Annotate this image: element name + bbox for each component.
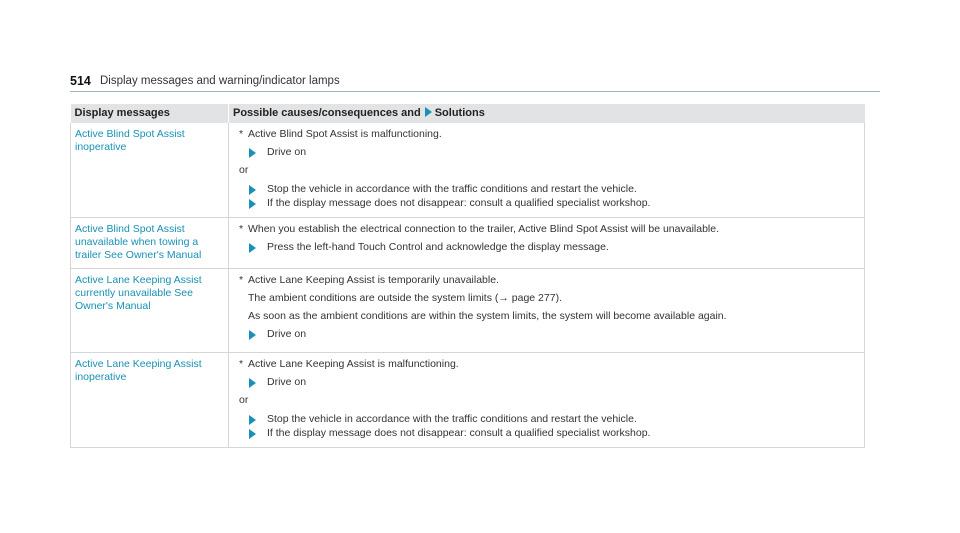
arrow-right-icon — [249, 199, 256, 209]
message-cell: Active Blind Spot Assist inoperative — [71, 123, 229, 218]
solution-cell — [229, 353, 865, 448]
asterisk-icon: * — [239, 223, 244, 235]
col-header-causes-label: Possible causes/consequences and — [233, 107, 421, 119]
arrow-right-icon — [249, 148, 256, 158]
action-step — [239, 328, 860, 341]
message-cell: Active Blind Spot Assist unavailable when towing a trailer See Owner's Manual — [71, 218, 229, 269]
cause-item — [239, 128, 860, 141]
message-cell: Active Lane Keeping Assist currently unavailable See Owner's Manual — [71, 269, 229, 353]
action-text: Drive on — [267, 328, 307, 340]
arrow-right-icon — [249, 378, 256, 388]
action-step — [239, 413, 860, 426]
action-step — [239, 183, 860, 196]
asterisk-icon: * — [239, 274, 244, 286]
running-title: Display messages and warning/indicator lamps — [100, 75, 340, 87]
action-step — [239, 427, 860, 440]
action-step — [239, 146, 860, 159]
page-number: 514 — [70, 74, 91, 88]
action-text: Stop the vehicle in accordance with the traffic conditions and restart the vehicle. — [267, 183, 637, 195]
action-step — [239, 197, 860, 210]
action-text: Drive on — [267, 376, 307, 388]
page-header — [70, 74, 880, 92]
cause-item — [239, 358, 860, 371]
arrow-right-icon — [249, 185, 256, 195]
arrow-right-icon — [249, 243, 256, 253]
cause-text: Active Lane Keeping Assist is malfunctioning. — [248, 358, 459, 370]
arrow-right-icon — [425, 107, 432, 117]
table-row — [71, 269, 865, 353]
cause-item — [239, 223, 860, 236]
solution-cell — [229, 269, 865, 353]
arrow-right-icon — [249, 429, 256, 439]
explanation-text: As soon as the ambient conditions are within the system limits, the system will become available again. — [248, 310, 727, 322]
asterisk-icon: * — [239, 128, 244, 140]
cause-text: Active Blind Spot Assist is malfunctioning. — [248, 128, 442, 140]
explanation-text: The ambient conditions are outside the system limits (→ page 277). — [248, 292, 562, 304]
action-text: If the display message does not disappear: consult a qualified specialist workshop. — [267, 427, 651, 439]
cause-text: Active Lane Keeping Assist is temporarily unavailable. — [248, 274, 499, 286]
solution-cell — [229, 218, 865, 269]
action-text: Press the left-hand Touch Control and acknowledge the display message. — [267, 241, 609, 253]
asterisk-icon: * — [239, 358, 244, 370]
action-text: If the display message does not disappear: consult a qualified specialist workshop. — [267, 197, 651, 209]
table-row — [71, 123, 865, 218]
table-row — [71, 218, 865, 269]
action-step — [239, 241, 860, 254]
col-header-causes-solutions — [229, 104, 865, 123]
table-row — [71, 353, 865, 448]
or-label: or — [239, 394, 249, 406]
arrow-right-icon — [249, 415, 256, 425]
solution-cell — [229, 123, 865, 218]
cause-text: When you establish the electrical connection to the trailer, Active Blind Spot Assist will be unavailable. — [248, 223, 720, 235]
col-header-display-messages: Display messages — [71, 104, 229, 123]
action-text: Drive on — [267, 146, 307, 158]
display-messages-table — [70, 104, 865, 448]
col-header-solutions-label: Solutions — [434, 107, 485, 119]
table-header-row — [71, 104, 865, 123]
cause-item — [239, 274, 860, 287]
message-cell: Active Lane Keeping Assist inoperative — [71, 353, 229, 448]
arrow-right-icon — [249, 330, 256, 340]
action-step — [239, 376, 860, 389]
action-text: Stop the vehicle in accordance with the traffic conditions and restart the vehicle. — [267, 413, 637, 425]
or-label: or — [239, 164, 249, 176]
